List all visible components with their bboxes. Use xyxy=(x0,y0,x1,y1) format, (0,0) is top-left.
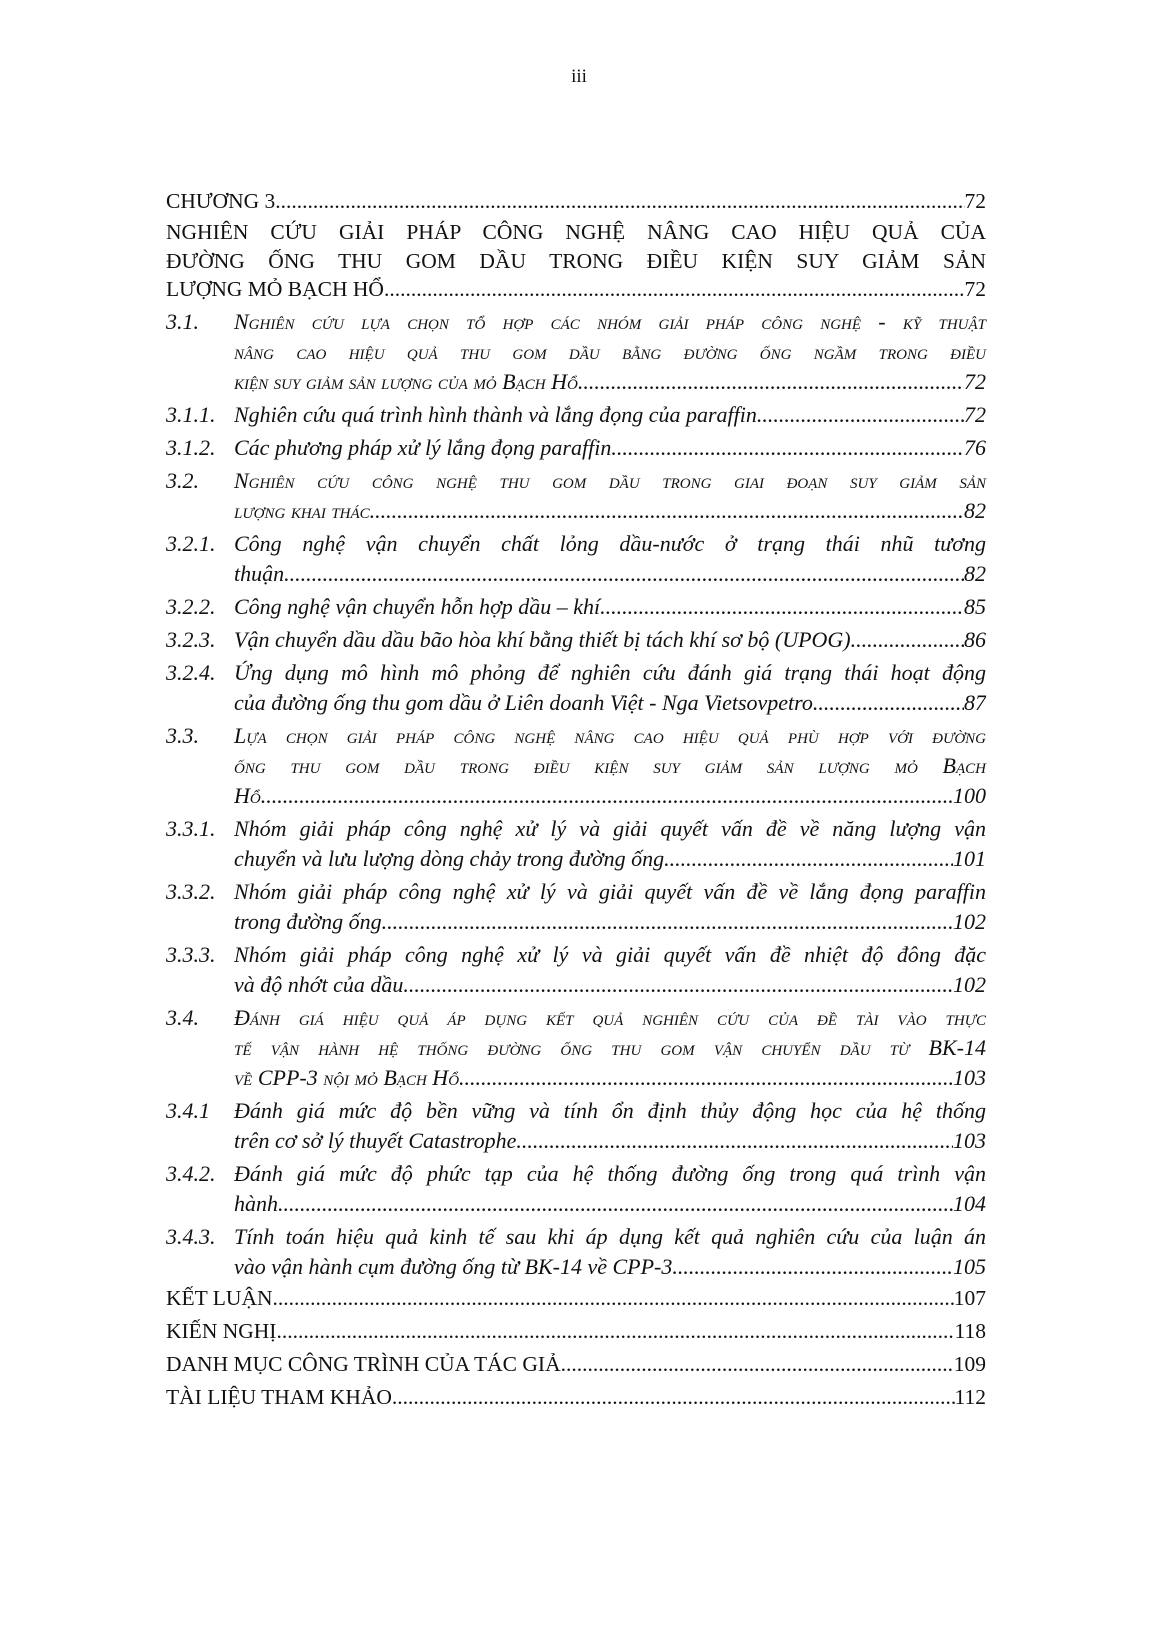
toc-page-ref: 100 xyxy=(953,782,986,808)
toc-entry-3-3-2[interactable] xyxy=(166,877,986,937)
toc-page-ref: 72 xyxy=(964,368,986,394)
toc-line: nâng cao hiệu quả thu gom dầu bằng đường ống ngầm trong điều xyxy=(234,338,986,364)
toc-page-ref: 107 xyxy=(953,1285,986,1310)
toc-line: thuận xyxy=(234,560,285,586)
toc-line: KIẾN NGHỊ xyxy=(166,1318,277,1343)
toc-page-ref: 85 xyxy=(964,593,986,619)
toc-line: và độ nhớt của dầu xyxy=(234,971,404,997)
toc-line: ống thu gom dầu trong điều kiện suy giảm sản lượng mỏ Bạch xyxy=(234,752,986,778)
toc-entry-3-1-2[interactable] xyxy=(166,433,986,463)
page-number: iii xyxy=(571,66,587,87)
toc-entry-3-3-3[interactable] xyxy=(166,940,986,1000)
toc-entry-number: 3.2.1. xyxy=(166,530,216,556)
toc-page-ref: 103 xyxy=(953,1064,986,1090)
toc-line: Nghiên cứu lựa chọn tổ hợp các nhóm giải pháp công nghệ - kỹ thuật xyxy=(234,308,986,334)
toc-line: KẾT LUẬN xyxy=(166,1285,273,1310)
toc-entry-number: 3.2.2. xyxy=(166,593,216,619)
toc-line: vào vận hành cụm đường ống từ BK-14 về CPP-3 xyxy=(234,1253,673,1279)
toc-page-ref: 86 xyxy=(964,626,986,652)
toc-line: hành xyxy=(234,1190,278,1216)
toc-entry-number: 3.3.1. xyxy=(166,815,216,841)
toc-page-ref: 102 xyxy=(953,908,986,934)
toc-entry-3-4-1[interactable] xyxy=(166,1096,986,1156)
toc-entry-3-4-3[interactable] xyxy=(166,1222,986,1282)
toc-line: Công nghệ vận chuyển hỗn hợp dầu – khí xyxy=(234,593,601,619)
toc-page-ref: 87 xyxy=(964,689,986,715)
toc-page-ref: 118 xyxy=(954,1318,986,1343)
toc-page-ref: 72 xyxy=(964,401,986,427)
toc-recommendation[interactable] xyxy=(166,1315,986,1348)
toc-line: Đánh giá hiệu quả áp dụng kết quả nghiên cứu của đề tài vào thực xyxy=(234,1004,986,1030)
toc-entry-number: 3.3.2. xyxy=(166,878,216,904)
toc-line: về CPP-3 nội mỏ Bạch Hổ xyxy=(234,1064,460,1090)
toc-line: tế vận hành hệ thống đường ống thu gom vận chuyển dầu từ BK-14 xyxy=(234,1034,986,1060)
toc-line: Nghiên cứu quá trình hình thành và lắng đọng của paraffin xyxy=(234,401,757,427)
toc-entry-3-2-3[interactable] xyxy=(166,625,986,655)
toc-line: NGHIÊN CỨU GIẢI PHÁP CÔNG NGHỆ NÂNG CAO HIỆU QUẢ CỦA xyxy=(166,220,986,244)
toc-line: LƯỢNG MỎ BẠCH HỔ xyxy=(166,277,384,301)
toc-entry-3-3-1[interactable] xyxy=(166,814,986,874)
toc-entry-3-1-1[interactable] xyxy=(166,400,986,430)
toc-line: DANH MỤC CÔNG TRÌNH CỦA TÁC GIẢ xyxy=(166,1351,561,1376)
toc-chapter[interactable] xyxy=(166,185,986,218)
toc-entry-number: 3.4. xyxy=(166,1004,199,1030)
toc-page-ref: 72 xyxy=(964,277,986,301)
toc-entry-number: 3.4.1 xyxy=(166,1097,210,1123)
toc-line: kiện suy giảm sản lượng của mỏ Bạch Hổ xyxy=(234,368,578,394)
toc-page-ref: 102 xyxy=(953,971,986,997)
toc-publications[interactable] xyxy=(166,1348,986,1381)
toc-entry-number: 3.3. xyxy=(166,722,199,748)
toc-entry-3-2-1[interactable] xyxy=(166,529,986,589)
toc-conclusion[interactable] xyxy=(166,1282,986,1315)
toc-line: ĐƯỜNG ỐNG THU GOM DẦU TRONG ĐIỀU KIỆN SUY GIẢM SẢN xyxy=(166,248,986,273)
toc-line: Nhóm giải pháp công nghệ xử lý và giải quyết vấn đề về lắng đọng paraffin xyxy=(234,878,986,904)
toc-page-ref: 82 xyxy=(964,497,986,523)
toc-entry-3-2-4[interactable] xyxy=(166,658,986,718)
toc-page-ref: 82 xyxy=(964,560,986,586)
toc-line: Lựa chọn giải pháp công nghệ nâng cao hiệu quả phù hợp với đường xyxy=(234,722,986,748)
toc-page-ref: 101 xyxy=(953,845,986,871)
toc-line: Đánh giá mức độ bền vững và tính ổn định thủy động học của hệ thống xyxy=(234,1097,986,1123)
toc-entry-number: 3.2.4. xyxy=(166,659,216,685)
toc-line: TÀI LIỆU THAM KHẢO xyxy=(166,1384,392,1409)
toc-line: lượng khai thác xyxy=(234,497,370,523)
toc-line: trong đường ống xyxy=(234,908,382,934)
toc-line: của đường ống thu gom dầu ở Liên doanh Việt - Nga Vietsovpetro xyxy=(234,689,813,715)
toc-line: Đánh giá mức độ phức tạp của hệ thống đường ống trong quá trình vận xyxy=(234,1160,986,1186)
toc-entry-3-2-2[interactable] xyxy=(166,592,986,622)
toc-page-ref: 105 xyxy=(953,1253,986,1279)
toc-page-ref: 104 xyxy=(953,1190,986,1216)
toc-entry-number: 3.4.2. xyxy=(166,1160,216,1186)
toc-entry-3-2[interactable] xyxy=(166,466,986,526)
toc-entry-number: 3.1.2. xyxy=(166,434,216,460)
toc-line: Hổ xyxy=(234,782,261,808)
toc-entry-number: 3.1.1. xyxy=(166,401,216,427)
toc-entry-3-1[interactable] xyxy=(166,307,986,397)
toc-entry-3-3[interactable] xyxy=(166,721,986,811)
toc-chapter-label: CHƯƠNG 3 xyxy=(166,189,276,213)
toc-entry-number: 3.4.3. xyxy=(166,1223,216,1249)
toc-entry-number: 3.2. xyxy=(166,467,199,493)
table-of-contents xyxy=(166,185,986,1414)
toc-line: Ứng dụng mô hình mô phỏng để nghiên cứu đánh giá trạng thái hoạt động xyxy=(234,659,986,685)
toc-entry-number: 3.3.3. xyxy=(166,941,216,967)
toc-line: Nghiên cứu công nghệ thu gom dầu trong giai đoạn suy giảm sản xyxy=(234,467,986,493)
toc-line: Vận chuyển dầu dầu bão hòa khí bằng thiết bị tách khí sơ bộ (UPOG) xyxy=(234,626,851,652)
toc-entry-number: 3.1. xyxy=(166,308,199,334)
toc-line: Nhóm giải pháp công nghệ xử lý và giải quyết vấn đề nhiệt độ đông đặc xyxy=(234,941,986,967)
toc-entry-3-4-2[interactable] xyxy=(166,1159,986,1219)
toc-chapter-title[interactable] xyxy=(166,218,986,304)
toc-line: Tính toán hiệu quả kinh tế sau khi áp dụng kết quả nghiên cứu của luận án xyxy=(234,1223,986,1249)
toc-page-ref: 112 xyxy=(954,1384,986,1409)
toc-entry-number: 3.2.3. xyxy=(166,626,216,652)
toc-line: Các phương pháp xử lý lắng đọng paraffin xyxy=(234,434,612,460)
toc-line: chuyển và lưu lượng dòng chảy trong đường ống xyxy=(234,845,665,871)
toc-page-ref: 103 xyxy=(953,1127,986,1153)
toc-page-ref: 109 xyxy=(953,1351,986,1376)
toc-page-ref: 76 xyxy=(964,434,986,460)
toc-line: Nhóm giải pháp công nghệ xử lý và giải quyết vấn đề về năng lượng vận xyxy=(234,815,986,841)
toc-line: trên cơ sở lý thuyết Catastrophe xyxy=(234,1127,517,1153)
toc-entry-3-4[interactable] xyxy=(166,1003,986,1093)
toc-references[interactable] xyxy=(166,1381,986,1414)
toc-line: Công nghệ vận chuyển chất lỏng dầu-nước ở trạng thái nhũ tương xyxy=(234,530,986,556)
toc-page-ref: 72 xyxy=(964,189,986,213)
